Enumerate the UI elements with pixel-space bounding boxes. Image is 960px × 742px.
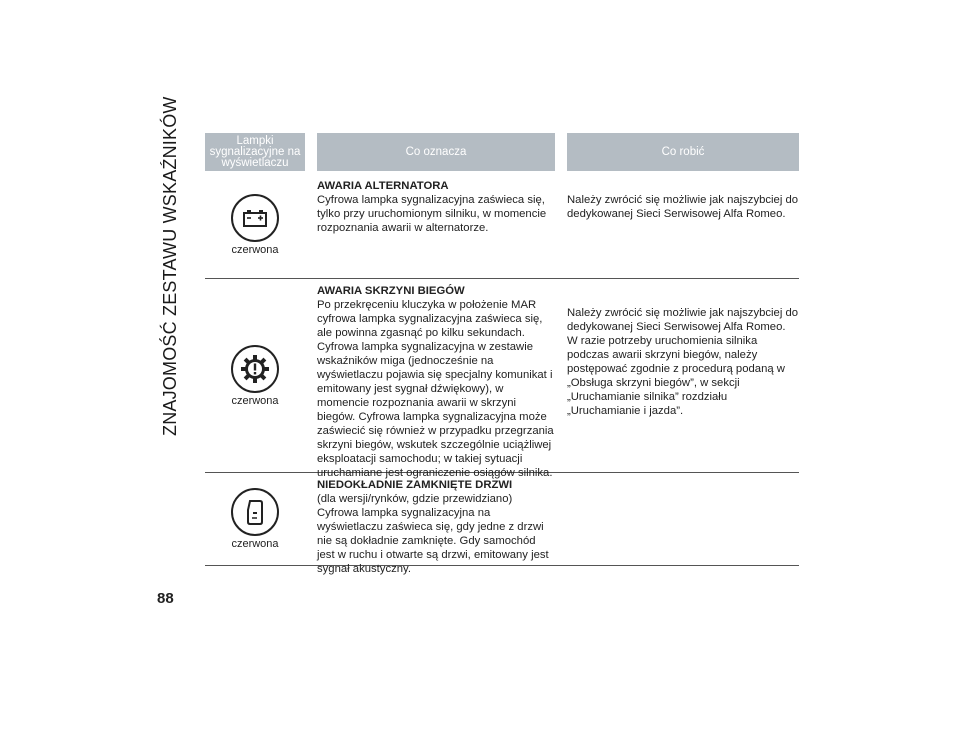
battery-icon — [231, 194, 279, 242]
header-action: Co robić — [567, 133, 799, 171]
indicator-cell — [205, 279, 305, 472]
indicator-color: czerwona — [231, 243, 279, 256]
action-text: Należy zwrócić się możliwie jak najszybciej do dedykowanej Sieci Serwisowej Alfa Romeo. — [567, 194, 799, 220]
table-header — [205, 133, 799, 171]
warning-title: AWARIA SKRZYNI BIEGÓW — [317, 285, 465, 297]
table-row — [205, 279, 799, 479]
action-cell — [567, 171, 799, 278]
warning-description: (dla wersji/rynków, gdzie przewidziano) Cyfrowa lampka sygnalizacyjna na wyświetlaczu zaświeca się, gdy jedne z drzwi nie są dokładnie zamknięte. Gdy samochód jest w ruchu i otwarte są drzwi, emitowany jest sygnał akustyczny. — [317, 493, 549, 575]
warning-description: Po przekręceniu kluczyka w położenie MAR cyfrowa lampka sygnalizacyjna zaświeca się, ale powinna zgasnąć po kilku sekundach. Cyfrowa lampka sygnalizacyjna w zestawie wskaźników miga (jednocześnie na wyświetlaczu pojawia się specjalny komunikat i emitowany jest sygnał dźwiękowy), w momencie rozpoznania awarii w skrzyni biegów. Cyfrowa lampka sygnalizacyjna może zaświecić się również w przypadku przegrzania skrzyni biegów, wskutek szczególnie uciążliwej eksploatacji samochodu; w takiej sytuacji uruchamiane jest ograniczenie osiągów silnika. — [317, 299, 554, 479]
action-cell — [567, 279, 799, 472]
warning-lights-table — [205, 133, 799, 575]
warning-description: Cyfrowa lampka sygnalizacyjna zaświeca się, tylko przy uruchomionym silniku, w momencie rozpoznania awarii w alternatorze. — [317, 194, 547, 234]
page-number: 88 — [157, 590, 174, 607]
meaning-cell — [317, 279, 555, 479]
table-row — [205, 171, 799, 279]
meaning-cell — [317, 473, 555, 575]
meaning-cell — [317, 171, 555, 278]
action-cell — [567, 473, 799, 565]
warning-title: AWARIA ALTERNATORA — [317, 180, 449, 192]
indicator-cell — [205, 473, 305, 565]
table-row — [205, 473, 799, 575]
indicator-color: czerwona — [231, 538, 279, 550]
header-indicator: Lampki sygnalizacyjne na wyświetlaczu — [205, 133, 305, 171]
warning-title: NIEDOKŁADNIE ZAMKNIĘTE DRZWI — [317, 479, 513, 491]
header-meaning: Co oznacza — [317, 133, 555, 171]
indicator-color: czerwona — [231, 394, 279, 407]
door-open-icon — [231, 488, 279, 536]
indicator-cell — [205, 171, 305, 278]
gearbox-warning-icon — [231, 345, 279, 393]
action-text: Należy zwrócić się możliwie jak najszybciej do dedykowanej Sieci Serwisowej Alfa Romeo. W razie potrzeby uruchomienia silnika podczas awarii skrzyni biegów, należy postępować zgodnie z procedurą podaną w „Obsługa skrzyni biegów”, w sekcji „Uruchamianie silnika” rozdziału „Uruchamianie i jazda”. — [567, 306, 799, 417]
section-title: ZNAJOMOŚĆ ZESTAWU WSKAŹNIKÓW — [160, 96, 180, 436]
